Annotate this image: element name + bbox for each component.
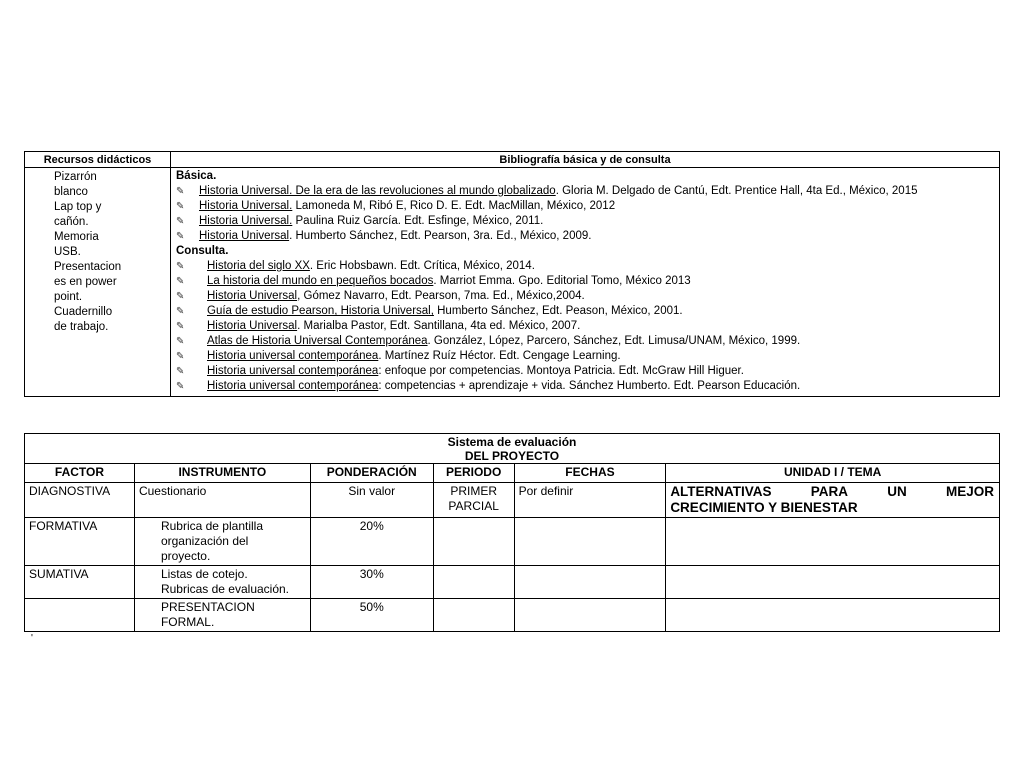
unit-word: MEJOR: [945, 484, 994, 499]
pencil-icon: ✎: [176, 216, 185, 227]
bib-item: [176, 289, 999, 304]
factor-cell: [25, 599, 135, 632]
bib-detail: . Marriot Emma. Gpo. Editorial Tomo, México 2013: [433, 275, 691, 287]
unit-topic-cell: [666, 518, 1000, 566]
dates-cell: [514, 566, 666, 599]
weight-cell: 30%: [310, 566, 433, 599]
col-header-unit: UNIDAD I / TEMA: [666, 464, 1000, 483]
instrument-line: proyecto.: [160, 549, 211, 563]
evaluation-title: [25, 434, 1000, 464]
weight-cell: 20%: [310, 518, 433, 566]
evaluation-table: [24, 433, 1000, 632]
bib-detail: Paulina Ruiz García. Edt. Esfinge, México, 2011.: [292, 215, 544, 227]
col-header-period: PERIODO: [433, 464, 514, 483]
resource-line: blanco: [54, 186, 88, 198]
pencil-icon: ✎: [176, 321, 185, 332]
unit-word: UN: [887, 484, 907, 499]
bib-detail: . Gloria M. Delgado de Cantú, Edt. Prentice Hall, 4ta Ed., México, 2015: [555, 185, 918, 197]
period-cell: [433, 518, 514, 566]
resource-line: Memoria: [54, 231, 99, 243]
bib-item: [176, 349, 999, 364]
pencil-icon: ✎: [176, 201, 185, 212]
unit-line2: CRECIMIENTO Y BIENESTAR: [670, 500, 858, 515]
weight-cell: Sin valor: [310, 483, 433, 518]
bib-title: Historia universal contemporánea: [207, 380, 379, 392]
unit-topic-cell: [666, 599, 1000, 632]
bib-title: Historia Universal.: [199, 200, 293, 212]
dates-cell: [514, 599, 666, 632]
dates-cell: Por definir: [514, 483, 666, 518]
instrument-line: Rubricas de evaluación.: [160, 582, 290, 596]
period-cell: [433, 599, 514, 632]
col-header-factor: FACTOR: [25, 464, 135, 483]
table-row: [25, 518, 1000, 566]
instrument-cell: [134, 599, 310, 632]
resource-line: USB.: [54, 246, 81, 258]
bib-title: Historia Universal. De la era de las revoluciones al mundo globalizado: [199, 185, 556, 197]
pencil-icon: ✎: [176, 351, 185, 362]
instrument-line: PRESENTACION: [160, 600, 255, 614]
bib-detail: . Marialba Pastor, Edt. Santillana, 4ta ed. México, 2007.: [297, 320, 581, 332]
bib-title: La historia del mundo en pequeños bocados: [207, 275, 434, 287]
instrument-cell: [134, 518, 310, 566]
resource-line: point.: [54, 291, 83, 303]
resource-line: Lap top y: [54, 201, 102, 213]
factor-cell: DIAGNOSTIVA: [25, 483, 135, 518]
col-header-instrument: INSTRUMENTO: [134, 464, 310, 483]
resource-line: de trabajo.: [54, 321, 109, 333]
period-cell: [433, 566, 514, 599]
factor-cell: SUMATIVA: [25, 566, 135, 599]
instrument-line: Listas de cotejo.: [160, 567, 248, 581]
col-header-weight: PONDERACIÓN: [310, 464, 433, 483]
bib-title: Historia Universal: [207, 320, 298, 332]
bib-detail: . Martínez Ruíz Héctor. Edt. Cengage Learning.: [378, 350, 621, 362]
bib-item: [176, 319, 999, 334]
table-row: [25, 566, 1000, 599]
bib-item: [176, 184, 999, 199]
bib-detail: , Gómez Navarro, Edt. Pearson, 7ma. Ed., México,2004.: [297, 290, 585, 302]
bib-title: Historia Universal: [199, 230, 290, 242]
resource-line: es en power: [54, 276, 117, 288]
bib-detail: : competencias + aprendizaje + vida. Sánchez Humberto. Edt. Pearson Educación.: [378, 380, 801, 392]
resource-line: Pizarrón: [54, 171, 97, 183]
bib-detail: . González, López, Parcero, Sánchez, Edt. Limusa/UNAM, México, 1999.: [427, 335, 801, 347]
bib-title: Historia Universal: [207, 290, 298, 302]
bib-title: Historia del siglo XX: [207, 260, 310, 272]
resources-list: [25, 168, 171, 397]
resource-line: Presentacion: [54, 261, 122, 273]
bibliography-table: [24, 151, 1000, 397]
bib-item: [176, 304, 999, 319]
pencil-icon: ✎: [176, 336, 185, 347]
bib-item: [176, 379, 999, 394]
instrument-line: Rubrica de plantilla: [160, 519, 263, 533]
bib-detail: Lamoneda M, Ribó E, Rico D. E. Edt. MacMillan, México, 2012: [292, 200, 616, 212]
pencil-icon: ✎: [176, 186, 185, 197]
pencil-icon: ✎: [176, 291, 185, 302]
col-header-dates: FECHAS: [514, 464, 666, 483]
bib-item: [176, 214, 999, 229]
stray-mark: ': [31, 633, 33, 644]
bib-item: [176, 259, 999, 274]
evaluation-title-line1: Sistema de evaluación: [447, 435, 577, 449]
table-row: [25, 599, 1000, 632]
pencil-icon: ✎: [176, 306, 185, 317]
pencil-icon: ✎: [176, 276, 185, 287]
bib-detail: : enfoque por competencias. Montoya Patricia. Edt. McGraw Hill Higuer.: [378, 365, 744, 377]
header-bibliography: Bibliografía básica y de consulta: [171, 152, 1000, 168]
unit-word: PARA: [810, 484, 849, 499]
bib-detail: . Humberto Sánchez, Edt. Pearson, 3ra. Ed., México, 2009.: [289, 230, 592, 242]
resource-line: cañón.: [54, 216, 89, 228]
basic-heading: Básica.: [176, 170, 217, 182]
pencil-icon: ✎: [176, 231, 185, 242]
pencil-icon: ✎: [176, 366, 185, 377]
period-cell: [433, 483, 514, 518]
table-row: [25, 483, 1000, 518]
instrument-line: organización del: [160, 534, 249, 548]
instrument-cell: [134, 566, 310, 599]
instrument-line: Cuestionario: [138, 484, 207, 498]
unit-word: ALTERNATIVAS: [670, 484, 772, 499]
period-line: PARCIAL: [448, 499, 499, 513]
resource-line: Cuadernillo: [54, 306, 113, 318]
instrument-cell: [134, 483, 310, 518]
bib-item: [176, 274, 999, 289]
weight-cell: 50%: [310, 599, 433, 632]
consult-heading: Consulta.: [176, 245, 229, 257]
bib-item: [176, 364, 999, 379]
dates-cell: [514, 518, 666, 566]
factor-cell: FORMATIVA: [25, 518, 135, 566]
evaluation-title-line2: DEL PROYECTO: [464, 449, 560, 463]
bib-title: Historia universal contemporánea: [207, 365, 379, 377]
unit-line1: [670, 484, 994, 500]
bib-title: Guía de estudio Pearson, Historia Universal,: [207, 305, 434, 317]
bib-title: Atlas de Historia Universal Contemporánea: [207, 335, 428, 347]
instrument-line: FORMAL.: [160, 615, 215, 629]
bib-item: [176, 199, 999, 214]
bib-title: Historia universal contemporánea: [207, 350, 379, 362]
bibliography-list: [171, 168, 1000, 397]
header-resources: Recursos didácticos: [25, 152, 171, 168]
bib-detail: . Eric Hobsbawn. Edt. Crítica, México, 2014.: [309, 260, 535, 272]
bib-item: [176, 229, 999, 244]
bib-title: Historia Universal.: [199, 215, 293, 227]
unit-topic-cell: [666, 566, 1000, 599]
bib-detail: Humberto Sánchez, Edt. Peason, México, 2001.: [433, 305, 683, 317]
bib-item: [176, 334, 999, 349]
pencil-icon: ✎: [176, 261, 185, 272]
pencil-icon: ✎: [176, 381, 185, 392]
period-line: PRIMER: [450, 484, 497, 498]
unit-topic-cell: [666, 483, 1000, 518]
